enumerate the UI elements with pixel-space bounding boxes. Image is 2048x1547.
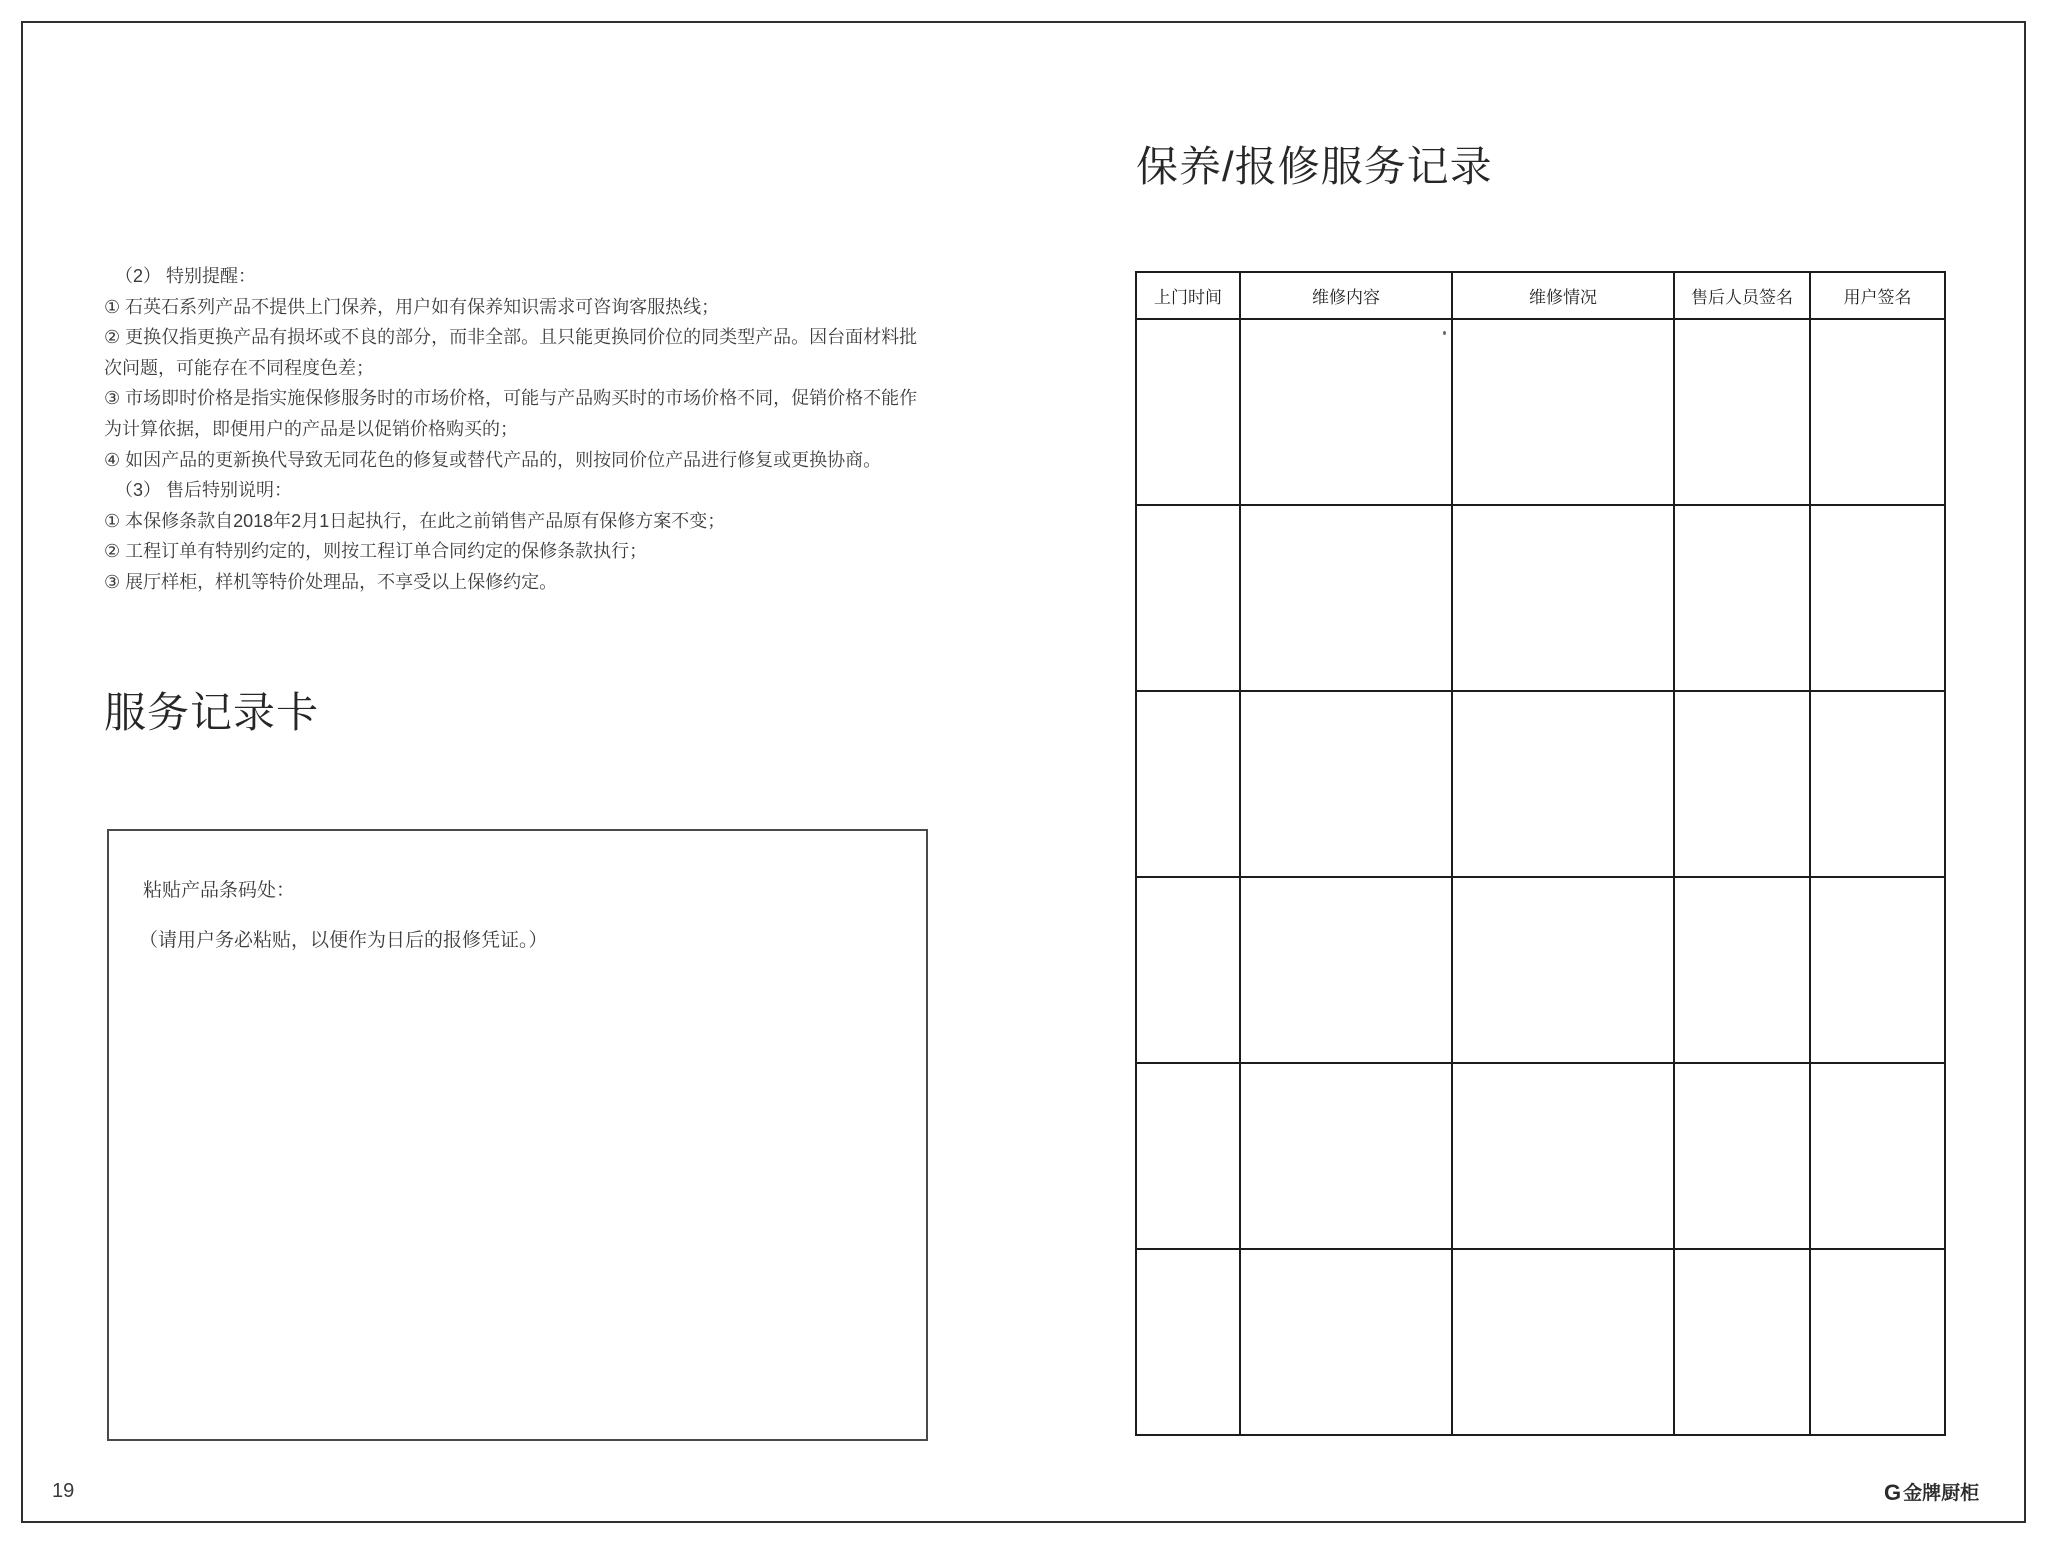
brand-logo (1884, 1482, 1979, 1504)
table-cell (1674, 691, 1810, 877)
header-repair-content: 维修内容 (1240, 272, 1452, 319)
table-cell (1240, 877, 1452, 1063)
table-cell (1240, 1063, 1452, 1249)
header-service-staff-signature: 售后人员签名 (1674, 272, 1810, 319)
header-user-signature: 用户签名 (1810, 272, 1945, 319)
table-cell (1674, 505, 1810, 691)
table-cell (1136, 505, 1240, 691)
barcode-sticker-box (107, 829, 928, 1441)
table-cell (1674, 877, 1810, 1063)
table-cell (1674, 1063, 1810, 1249)
table-cell (1452, 319, 1674, 505)
table-cell (1452, 877, 1674, 1063)
brand-g-mark-icon: G (1884, 1480, 1902, 1505)
note-line: ④ 如因产品的更新换代导致无同花色的修复或替代产品的，则按同价位产品进行修复或更换协商。 (104, 449, 882, 470)
table-cell (1810, 319, 1945, 505)
service-record-card-title: 服务记录卡 (104, 689, 320, 736)
table-cell (1674, 319, 1810, 505)
table-row (1136, 319, 1945, 505)
table-header-row (1136, 272, 1945, 319)
page-number: 19 (52, 1480, 75, 1502)
note-line: ① 石英石系列产品不提供上门保养，用户如有保养知识需求可咨询客服热线； (104, 296, 720, 317)
stray-scan-dot (1443, 331, 1446, 335)
note-line: ② 工程订单有特别约定的，则按工程订单合同约定的保修条款执行； (104, 541, 648, 562)
table-cell (1240, 691, 1452, 877)
table-row (1136, 505, 1945, 691)
table-row (1136, 1063, 1945, 1249)
note-line: 为计算依据，即便用户的产品是以促销价格购买的； (104, 418, 518, 439)
note-line: （3） 售后特别说明： (115, 480, 293, 501)
table-cell (1240, 319, 1452, 505)
note-line: ② 更换仅指更换产品有损坏或不良的部分，而非全部。且只能更换同价位的同类型产品。因台面材料批 (104, 327, 918, 348)
header-visit-time: 上门时间 (1136, 272, 1240, 319)
note-line: ③ 展厅样柜，样机等特价处理品，不享受以上保修约定。 (104, 571, 558, 592)
brand-name: 金牌厨柜 (1903, 1482, 1980, 1504)
table-cell (1810, 505, 1945, 691)
barcode-box-note: （请用户务必粘贴，以便作为日后的报修凭证。） (139, 930, 548, 951)
table-cell (1136, 691, 1240, 877)
table-cell (1240, 505, 1452, 691)
service-record-table (1135, 271, 1946, 1436)
maintenance-record-title: 保养/报修服务记录 (1136, 143, 1493, 190)
table-cell (1674, 1249, 1810, 1435)
table-cell (1810, 1249, 1945, 1435)
table-cell (1136, 877, 1240, 1063)
table-row (1136, 691, 1945, 877)
header-repair-status: 维修情况 (1452, 272, 1674, 319)
note-line: （2） 特别提醒： (115, 266, 257, 286)
barcode-box-label: 粘贴产品条码处： (143, 880, 296, 901)
table-cell (1452, 1063, 1674, 1249)
table-cell (1136, 1063, 1240, 1249)
table-cell (1452, 691, 1674, 877)
table-row (1136, 877, 1945, 1063)
table-cell (1240, 1249, 1452, 1435)
note-line: ③ 市场即时价格是指实施保修服务时的市场价格，可能与产品购买时的市场价格不同，促销价格不能作 (104, 388, 918, 409)
warranty-notes (104, 261, 917, 598)
note-line: 次问题，可能存在不同程度色差； (104, 357, 374, 378)
table-cell (1810, 691, 1945, 877)
table-row (1136, 1249, 1945, 1435)
table-cell (1810, 877, 1945, 1063)
table-cell (1136, 1249, 1240, 1435)
note-line: ① 本保修条款自2018年2月1日起执行，在此之前销售产品原有保修方案不变； (104, 510, 726, 531)
table-cell (1810, 1063, 1945, 1249)
table-cell (1452, 505, 1674, 691)
table-cell (1136, 319, 1240, 505)
table-cell (1452, 1249, 1674, 1435)
